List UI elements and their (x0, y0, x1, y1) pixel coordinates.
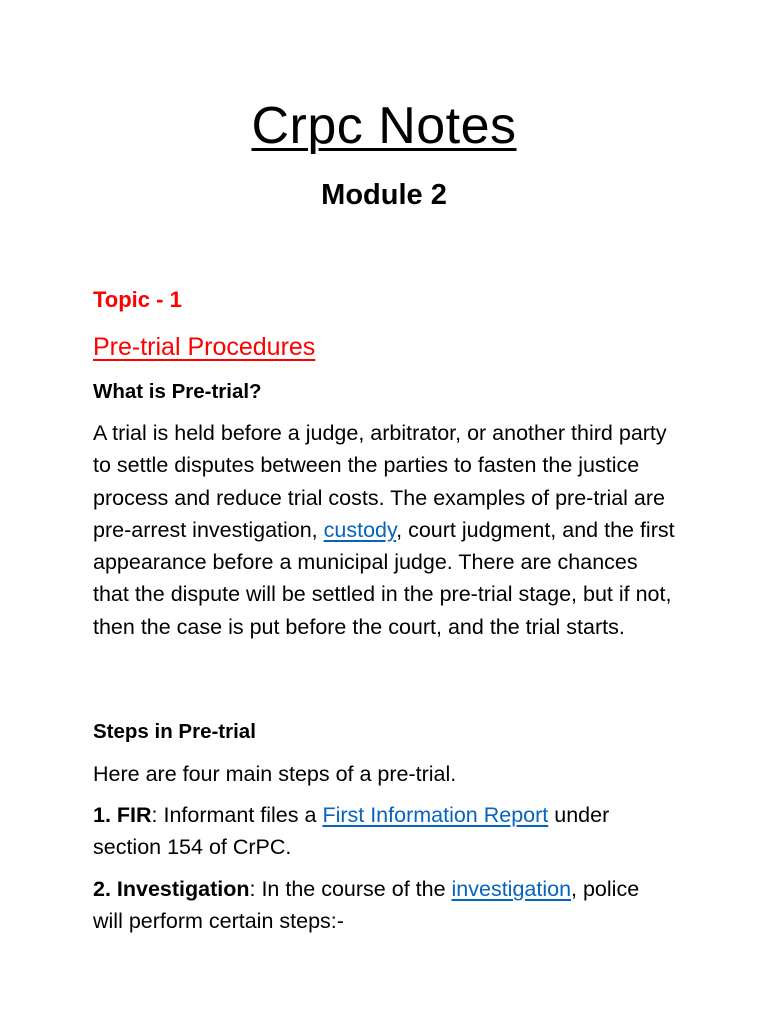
step-1-text-after: under section 154 of CrPC. (93, 803, 610, 860)
first-information-report-link[interactable]: First Information Report (322, 803, 549, 827)
investigation-link[interactable]: investigation (451, 877, 572, 901)
step-1-label: 1. FIR (93, 803, 152, 827)
document-title: Crpc Notes (251, 97, 517, 155)
intro-text-part1: A trial is held before a judge, arbitrator, or another third party to settle disputes between the parties to fasten the justice process and reduce trial costs. The examples of pre-trial are pre-arrest investigation, (93, 421, 667, 542)
intro-text-part2: , court judgment, and the first appearance before a municipal judge. There are chances that the dispute will be settled in the pre-trial stage, but if not, then the case is put before the court, and the trial starts. (93, 517, 675, 639)
steps-intro: Here are four main steps of a pre-trial. (93, 762, 457, 786)
step-2-text-after: , police will perform certain steps:- (93, 877, 640, 934)
step-2-label: 2. Investigation (93, 877, 250, 901)
step-2-text-before: : In the course of the (249, 877, 452, 901)
step-1-text-before: : Informant files a (151, 803, 323, 827)
steps-heading: Steps in Pre-trial (93, 720, 256, 743)
question-heading: What is Pre-trial? (93, 380, 262, 403)
custody-link[interactable]: custody (323, 517, 397, 542)
topic-label: Topic - 1 (93, 287, 182, 312)
section-title: Pre-trial Procedures (93, 333, 316, 361)
intro-paragraph (93, 417, 675, 643)
step-2-paragraph (93, 873, 653, 938)
step-1-paragraph (93, 799, 683, 864)
module-subtitle: Module 2 (321, 179, 447, 211)
